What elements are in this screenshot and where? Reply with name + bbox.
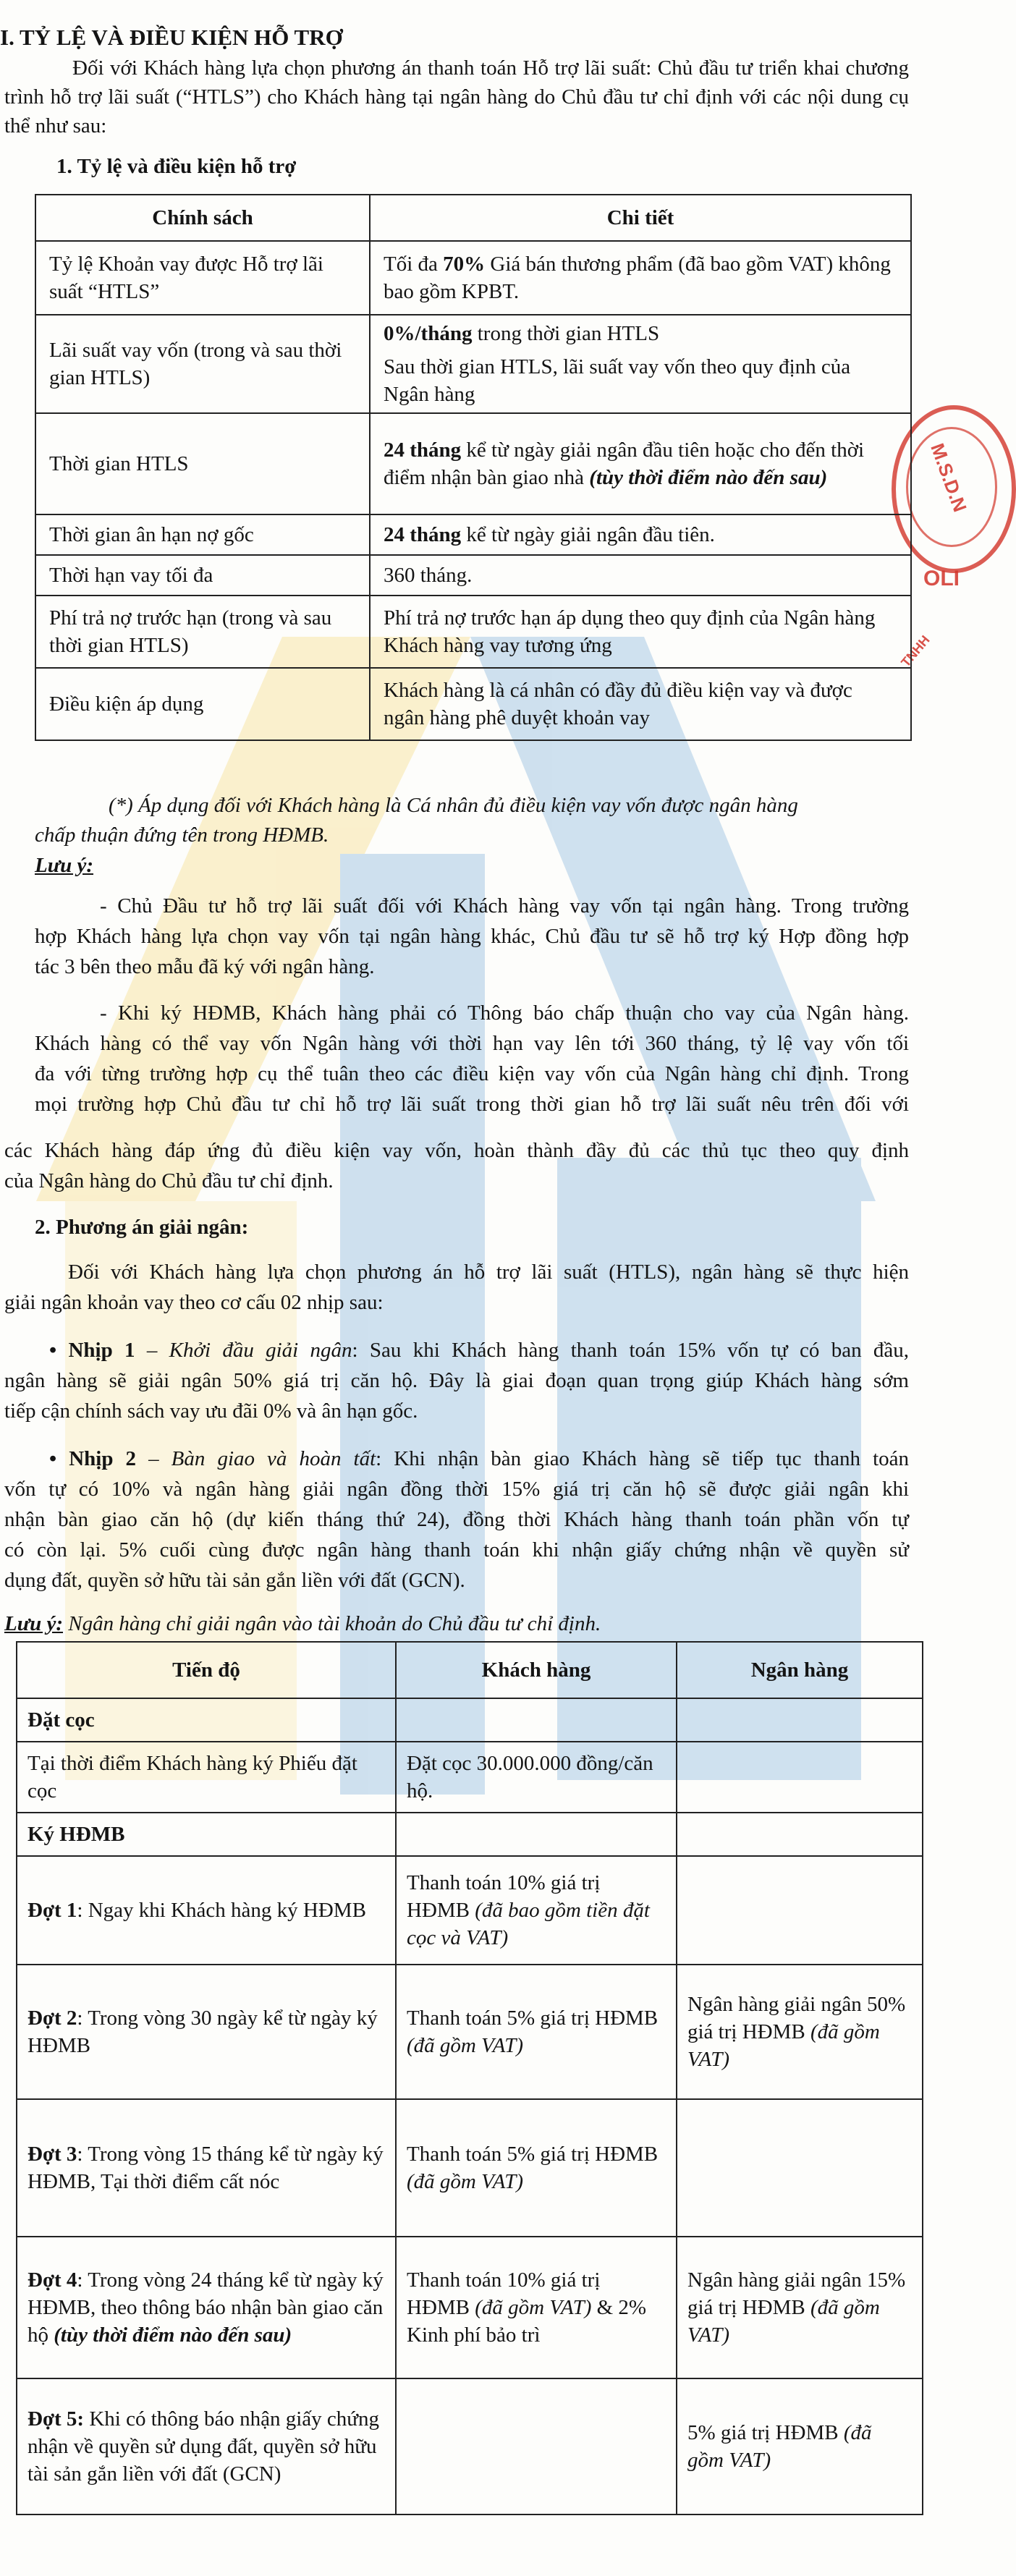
nhip-2-label: Nhịp 2 bbox=[69, 1447, 137, 1470]
support-policy-table bbox=[35, 194, 912, 741]
stamp-text-3: TNHH bbox=[898, 632, 933, 670]
customer-italic: (đã gồm VAT) bbox=[407, 2034, 524, 2057]
bank-cell bbox=[677, 1856, 923, 1965]
note-p2-line: của Ngân hàng do Chủ đầu tư chỉ định. bbox=[4, 1169, 334, 1192]
table-header-row bbox=[17, 1642, 923, 1698]
policy-cell: Tỷ lệ Khoản vay được Hỗ trợ lãi suất “HTLS” bbox=[35, 241, 370, 315]
note-p2-line: Khách hàng có thể vay vốn Ngân hàng với thời hạn vay lên tới 360 tháng, tỷ lệ vay vốn tối bbox=[35, 1032, 909, 1055]
table-row bbox=[17, 1856, 923, 1965]
detail-bold: 24 tháng bbox=[384, 438, 462, 462]
progress-text: : Trong vòng 24 tháng kể từ ngày ký HĐMB, theo thông báo nhận bàn giao căn hộ bbox=[27, 2268, 384, 2347]
bank-italic: (đã gồm VAT) bbox=[687, 2296, 880, 2347]
installment-label: Đợt 4 bbox=[27, 2268, 77, 2292]
table-row bbox=[17, 2378, 923, 2514]
progress-text: : Trong vòng 30 ngày kể từ ngày ký HĐMB bbox=[27, 2007, 378, 2057]
table-row bbox=[35, 514, 911, 555]
progress-text: : Trong vòng 15 tháng kể từ ngày ký HĐMB, Tại thời điểm cất nóc bbox=[27, 2143, 384, 2193]
bank-cell bbox=[677, 1742, 923, 1813]
customer-cell: Đặt cọc 30.000.000 đồng/căn hộ. bbox=[396, 1742, 677, 1813]
detail-cell: Khách hàng là cá nhân có đầy đủ điều kiện vay và được ngân hàng phê duyệt khoản vay bbox=[370, 668, 911, 740]
installment-label: Đợt 5: bbox=[27, 2407, 85, 2431]
table-row bbox=[17, 2237, 923, 2378]
progress-cell bbox=[17, 2237, 396, 2378]
section-title: I. TỶ LỆ VÀ ĐIỀU KIỆN HỖ TRỢ bbox=[0, 25, 343, 50]
detail-bold: 70% bbox=[443, 253, 486, 276]
table-row bbox=[35, 315, 911, 413]
installment-label: Đợt 1 bbox=[27, 1899, 77, 1922]
header-progress: Tiến độ bbox=[17, 1642, 396, 1698]
detail-cell bbox=[370, 413, 911, 514]
subsection-2-title: 2. Phương án giải ngân: bbox=[35, 1216, 249, 1239]
installment-label: Đợt 2 bbox=[27, 2007, 77, 2030]
policy-cell: Thời hạn vay tối đa bbox=[35, 555, 370, 596]
progress-text: Khi có thông báo nhận giấy chứng nhận về quyền sử dụng đất, quyền sở hữu tài sản gắn liền với đất (GCN) bbox=[27, 2407, 380, 2486]
bank-text: Ngân hàng giải ngân 50% giá trị HĐMB bbox=[687, 1993, 906, 2043]
nhip-2-line-3: nhận bàn giao căn hộ (dự kiến tháng thứ 24), đồng thời Khách hàng thanh toán phần vốn tự bbox=[4, 1508, 909, 1531]
table-row bbox=[35, 241, 911, 315]
header-bank: Ngân hàng bbox=[677, 1642, 923, 1698]
policy-cell: Thời gian HTLS bbox=[35, 413, 370, 514]
nhip-1-line-1 bbox=[4, 1336, 909, 1365]
detail-bold: 0%/tháng bbox=[384, 322, 473, 345]
customer-italic: (đã bao gồm tiền đặt cọc và VAT) bbox=[407, 1899, 650, 1949]
section-intro: Đối với Khách hàng lựa chọn phương án thanh toán Hỗ trợ lãi suất: Chủ đầu tư triển khai chương trình hỗ trợ lãi suất (“HTLS”) cho Khách hàng tại ngân hàng do Chủ đầu tư chỉ định với các nội dung cụ thể như sau: bbox=[4, 56, 909, 137]
progress-cell bbox=[17, 1856, 396, 1965]
detail-line-2: Sau thời gian HTLS, lãi suất vay vốn theo quy định của Ngân hàng bbox=[384, 355, 851, 406]
disbursement-note bbox=[4, 1609, 601, 1638]
detail-text: Giá bán thương phẩm (đã bao gồm VAT) không bao gồm KPBT. bbox=[384, 253, 891, 303]
bank-italic: (đã gồm VAT) bbox=[687, 2421, 872, 2472]
customer-text: & 2% Kinh phí bảo trì bbox=[407, 2296, 647, 2347]
footnote-line-1: (*) Áp dụng đối với Khách hàng là Cá nhân đủ điều kiện vay vốn được ngân hàng bbox=[109, 794, 798, 817]
bank-cell bbox=[677, 1965, 923, 2099]
customer-italic: (đã gồm VAT) bbox=[475, 2296, 592, 2319]
detail-italic: (tùy thời điểm nào đến sau) bbox=[589, 466, 828, 489]
note-p1-line: hợp Khách hàng lựa chọn vay vốn tại ngân hàng khác, Chủ đầu tư sẽ hỗ trợ ký Hợp đồng hợp bbox=[35, 925, 909, 948]
nhip-1-text: : Sau khi Khách hàng thanh toán 15% vốn tự có ban đầu, bbox=[352, 1339, 910, 1362]
note-label: Lưu ý: bbox=[4, 1612, 63, 1635]
nhip-2-line-2: vốn tự có 10% và ngân hàng giải ngân đồng thời 15% giá trị căn hộ sẽ được giải ngân khi bbox=[4, 1478, 909, 1501]
policy-cell: Phí trả nợ trước hạn (trong và sau thời gian HTLS) bbox=[35, 596, 370, 668]
note-p2-line: các Khách hàng đáp ứng đủ điều kiện vay vốn, hoàn thành đầy đủ các thủ tục theo quy định bbox=[4, 1139, 909, 1162]
detail-cell: Phí trả nợ trước hạn áp dụng theo quy định của Ngân hàng Khách hàng vay tương ứng bbox=[370, 596, 911, 668]
customer-text: Thanh toán 5% giá trị HĐMB bbox=[407, 2007, 659, 2030]
detail-cell bbox=[370, 315, 911, 413]
note-p1-line: tác 3 bên theo mẫu đã ký với ngân hàng. bbox=[35, 955, 375, 978]
detail-text: kể từ ngày giải ngân đầu tiên. bbox=[461, 523, 715, 546]
stamp-text: M.S.D.N bbox=[926, 440, 972, 515]
bullet bbox=[49, 1339, 68, 1362]
note-label: Lưu ý: bbox=[35, 854, 93, 877]
detail-text: trong thời gian HTLS bbox=[472, 322, 660, 345]
policy-cell: Điều kiện áp dụng bbox=[35, 668, 370, 740]
table-row bbox=[35, 668, 911, 740]
customer-cell bbox=[396, 1856, 677, 1965]
table-row bbox=[35, 596, 911, 668]
detail-cell bbox=[370, 241, 911, 315]
dash: – bbox=[136, 1447, 172, 1470]
subsection-1-title: 1. Tỷ lệ và điều kiện hỗ trợ bbox=[56, 155, 297, 178]
bank-cell bbox=[677, 2099, 923, 2237]
bank-text: Ngân hàng giải ngân 15% giá trị HĐMB bbox=[687, 2268, 906, 2319]
table-header-row bbox=[35, 195, 911, 241]
customer-text: Thanh toán 10% giá trị HĐMB bbox=[407, 2268, 601, 2319]
customer-cell bbox=[396, 2099, 677, 2237]
detail-cell bbox=[370, 514, 911, 555]
table-row bbox=[17, 1965, 923, 2099]
detail-text: kể từ ngày giải ngân đầu tiên hoặc cho đến thời điểm nhận bàn giao nhà bbox=[384, 438, 865, 489]
nhip-2-line-1 bbox=[4, 1444, 909, 1473]
policy-cell: Lãi suất vay vốn (trong và sau thời gian HTLS) bbox=[35, 315, 370, 413]
note-p2-line: mọi trường hợp Chủ đầu tư chỉ hỗ trợ lãi suất trong thời gian hỗ trợ lãi suất nêu trên đối với bbox=[35, 1093, 909, 1116]
bank-cell bbox=[677, 2237, 923, 2378]
note-text: Ngân hàng chỉ giải ngân vào tài khoản do Chủ đầu tư chỉ định. bbox=[63, 1612, 601, 1635]
nhip-1-line-3: tiếp cận chính sách vay ưu đãi 0% và ân hạn gốc. bbox=[4, 1399, 418, 1423]
bank-cell bbox=[677, 2378, 923, 2514]
customer-cell bbox=[396, 1965, 677, 2099]
nhip-2-italic: Bàn giao và hoàn tất bbox=[171, 1447, 376, 1470]
bank-text: 5% giá trị HĐMB bbox=[687, 2421, 844, 2444]
note-p2-line: đa với từng trường hợp cụ thể tuân theo các điều kiện vay vốn của Ngân hàng chỉ định. Trong bbox=[35, 1062, 909, 1085]
payment-schedule-table bbox=[16, 1641, 923, 2515]
table-row bbox=[17, 2099, 923, 2237]
bullet bbox=[49, 1447, 69, 1470]
header-detail: Chi tiết bbox=[370, 195, 911, 241]
progress-cell bbox=[17, 2378, 396, 2514]
dash: – bbox=[135, 1339, 169, 1362]
table-row bbox=[35, 413, 911, 514]
customer-text: Thanh toán 10% giá trị HĐMB bbox=[407, 1871, 601, 1922]
bank-italic: (đã gồm VAT) bbox=[687, 2020, 880, 2071]
detail-cell: 360 tháng. bbox=[370, 555, 911, 596]
progress-italic: (tùy thời điểm nào đến sau) bbox=[54, 2323, 292, 2347]
customer-italic: (đã gồm VAT) bbox=[407, 2170, 524, 2193]
detail-bold: 24 tháng bbox=[384, 523, 462, 546]
detail-text: Tối đa bbox=[384, 253, 444, 276]
nhip-1-line-2: ngân hàng sẽ giải ngân 50% giá trị căn hộ. Đây là giai đoạn quan trọng giúp Khách hàng sớm bbox=[4, 1369, 909, 1392]
sub2-intro-line: Đối với Khách hàng lựa chọn phương án hỗ trợ lãi suất (HTLS), ngân hàng sẽ thực hiện bbox=[68, 1261, 909, 1284]
installment-label: Đợt 3 bbox=[27, 2143, 77, 2166]
progress-text: : Ngay khi Khách hàng ký HĐMB bbox=[77, 1899, 366, 1922]
customer-cell bbox=[396, 2378, 677, 2514]
table-section-row bbox=[17, 1698, 923, 1742]
table-row bbox=[35, 555, 911, 596]
note-p1-line: - Chủ Đầu tư hỗ trợ lãi suất đối với Khách hàng vay vốn tại ngân hàng. Trong trường bbox=[100, 894, 909, 918]
progress-cell: Tại thời điểm Khách hàng ký Phiếu đặt cọc bbox=[17, 1742, 396, 1813]
header-policy: Chính sách bbox=[35, 195, 370, 241]
sub2-intro-line: giải ngân khoản vay theo cơ cấu 02 nhịp sau: bbox=[4, 1291, 384, 1314]
nhip-2-line-4: có còn lại. 5% cuối cùng được ngân hàng thanh toán khi nhận giấy chứng nhận về quyền sử bbox=[4, 1538, 909, 1562]
table-row bbox=[17, 1742, 923, 1813]
nhip-2-text: : Khi nhận bàn giao Khách hàng sẽ tiếp tục thanh toán bbox=[376, 1447, 910, 1470]
stamp-text-2: OLI bbox=[923, 567, 960, 590]
table-section-row bbox=[17, 1813, 923, 1856]
section-deposit: Đặt cọc bbox=[17, 1698, 396, 1742]
header-customer: Khách hàng bbox=[396, 1642, 677, 1698]
nhip-2-line-5: dụng đất, quyền sở hữu tài sản gắn liền với đất (GCN). bbox=[4, 1569, 465, 1592]
section-contract: Ký HĐMB bbox=[17, 1813, 396, 1856]
progress-cell bbox=[17, 2099, 396, 2237]
note-p2-line: - Khi ký HĐMB, Khách hàng phải có Thông báo chấp thuận cho vay của Ngân hàng. bbox=[100, 1001, 909, 1025]
progress-cell bbox=[17, 1965, 396, 2099]
nhip-1-label: Nhịp 1 bbox=[68, 1339, 135, 1362]
policy-cell: Thời gian ân hạn nợ gốc bbox=[35, 514, 370, 555]
customer-text: Thanh toán 5% giá trị HĐMB bbox=[407, 2143, 659, 2166]
customer-cell bbox=[396, 2237, 677, 2378]
nhip-1-italic: Khởi đầu giải ngân bbox=[169, 1339, 352, 1362]
footnote-line-2: chấp thuận đứng tên trong HĐMB. bbox=[35, 823, 329, 847]
